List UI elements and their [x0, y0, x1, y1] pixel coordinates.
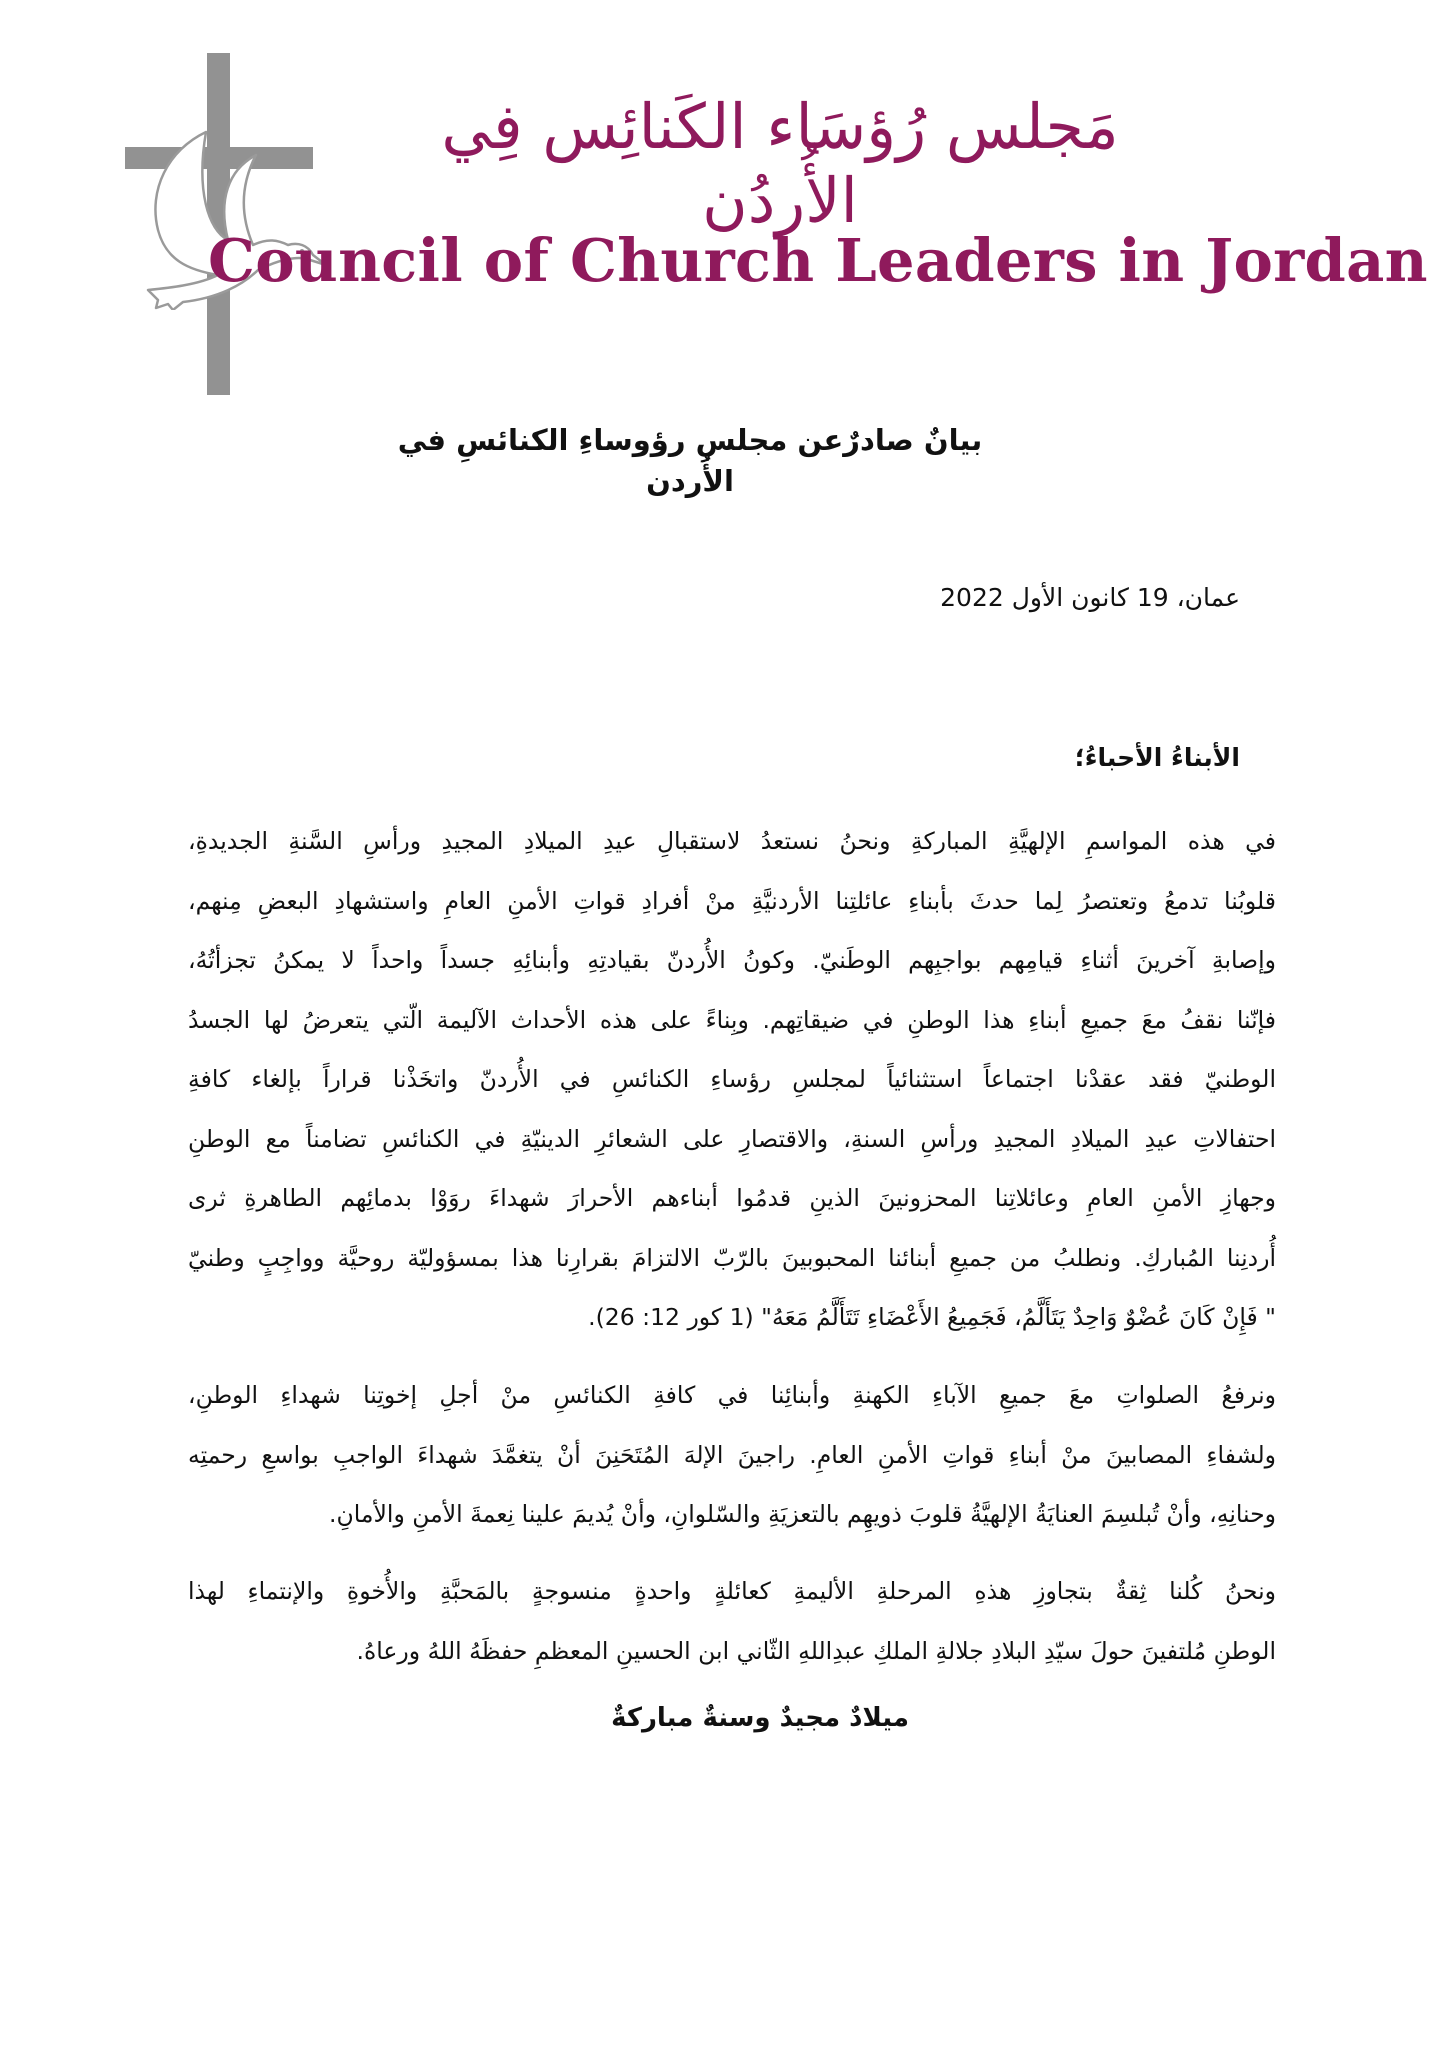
paragraph-line: وجهازِ الأمنِ العامِ وعائلاتِنا المحزونينَ الذينِ قدمُوا أبناءهم الأحرارَ شهداءَ روَوْا بدمائِهم الطاهرةِ ثرى	[188, 1184, 1276, 1212]
paragraph-line: ولشفاءِ المصابينَ منْ أبناءِ قواتِ الأمنِ العامِ. راجينَ الإلهَ المُتَحَنِنَ أنْ يتغمَّدَ شهداءَ الواجبِ بواسعِ رحمتِه	[188, 1440, 1276, 1469]
statement-title: بيانٌ صادرٌعن مجلسِ رؤوساءِ الكنائسِ في الأُردن	[397, 423, 983, 498]
paragraph-line: ونحنُ كُلنا ثِقةٌ بتجاوزِ هذهِ المرحلةِ الأليمةِ كعائلةٍ واحدةٍ منسوجةٍ بالمَحبَّةِ والأُخوةِ والإنتماءِ لهذا	[188, 1577, 1276, 1605]
paragraph-line: أُردنِنا المُباركِ. ونطلبُ من جميعِ أبنائنا المحبوبينَ بالرّبّ الالتزامَ بقرارِنا هذا بمسؤوليّة روحيَّة وواجِبٍ وطنيّ	[188, 1243, 1276, 1272]
closing-greeting: ميلادٌ مجيدٌ وسنةٌ مباركةٌ	[611, 1703, 909, 1733]
letterhead-title-english: Council of Church Leaders in Jordan	[208, 226, 1428, 295]
paragraph-line: وإصابةِ آخرينَ أثناءِ قيامِهم بواجبِهم الوطَنيّ. وكونُ الأُردنّ بقيادتِهِ وأبنائِهِ جسداً واحداً لا يمكنُ تجزأتُهُ،	[188, 946, 1276, 974]
paragraph-3	[188, 1562, 1276, 1681]
bible-quote-line: " فَإِنْ كَانَ عُضْوٌ وَاحِدٌ يَتَأَلَّمُ، فَجَمِيعُ الأَعْضَاءِ تَتَأَلَّمُ مَعَهُ" (1 كور 12: 26).	[588, 1303, 1276, 1331]
paragraph-line: وحنانِهِ، وأنْ تُبلسِمَ العنايَةُ الإلهيَّةُ قلوبَ ذويهِم بالتعزيَةِ والسّلوانِ، وأنْ يُديمَ علينا نِعمةَ الأمنِ والأمانِ.	[329, 1500, 1276, 1528]
paragraph-1	[188, 812, 1276, 1348]
letterhead-title-arabic: مَجلس رُؤسَاء الكَنائِس فِي الأُردُن	[441, 90, 1119, 238]
paragraph-line: فإنّنا نقفُ معَ جميعِ أبناءِ هذا الوطنِ في ضيقاتِهم. وبِناءً على هذه الأحداث الآليمة الّتي يتعرضُ لها الجسدُ	[188, 1005, 1276, 1034]
paragraph-2	[188, 1366, 1276, 1545]
paragraph-line: قلوبُنا تدمعُ وتعتصرُ لِما حدثَ بأبناءِ عائلتِنا الأردنيَّةِ منْ أفرادِ قواتِ الأمنِ العامِ واستشهادِ البعضِ مِنهم،	[188, 886, 1276, 915]
date-line: عمان، 19 كانون الأول 2022	[940, 583, 1240, 612]
paragraph-line: الوطنيّ فقد عقدْنا اجتماعاً استثنائياً لمجلسِ رؤساءِ الكنائسِ في الأُردنّ واتخَذْنا قراراً بإلغاء كافةِ	[188, 1065, 1276, 1093]
paragraph-line: ونرفعُ الصلواتِ معَ جميعِ الآباءِ الكهنةِ وأبنائِنا في كافةِ الكنائسِ منْ أجلِ إخوتِنا شهداءِ الوطنِ،	[188, 1381, 1276, 1409]
salutation: الأبناءُ الأحباءُ؛	[1074, 743, 1240, 772]
paragraph-line: الوطنِ مُلتفينَ حولَ سيّدِ البلادِ جلالةِ الملكِ عبدِاللهِ الثّاني ابن الحسينِ المعظمِ حفظَهُ اللهُ ورعاهُ.	[356, 1636, 1276, 1665]
paragraph-line: في هذه المواسمِ الإلهيَّةِ المباركةِ ونحنُ نستعدُ لاستقبالِ عيدِ الميلادِ المجيدِ ورأسِ السَّنةِ الجديدةِ،	[188, 827, 1276, 855]
paragraph-line: احتفالاتِ عيدِ الميلادِ المجيدِ ورأسِ السنةِ، والاقتصارِ على الشعائرِ الدينيّةِ في الكنائسِ تضامناً مع الوطنِ	[188, 1124, 1276, 1153]
